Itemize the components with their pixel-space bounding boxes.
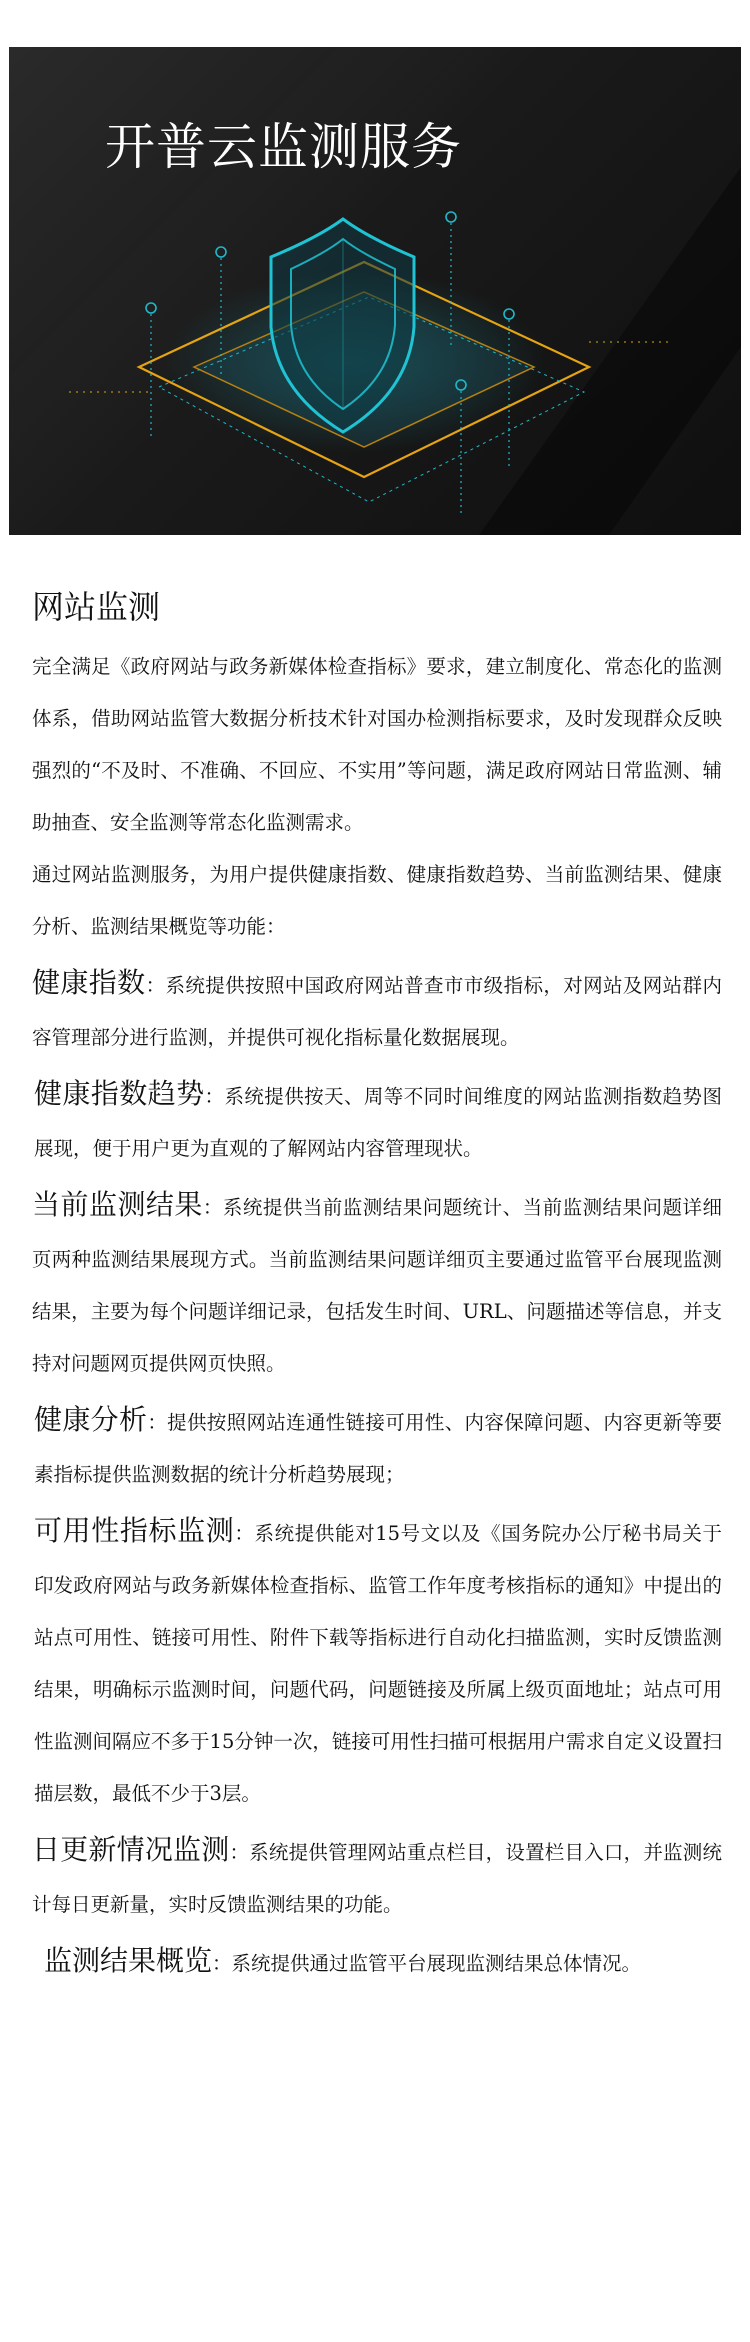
feature-item-health-trend bbox=[32, 1068, 722, 1175]
feature-item-availability bbox=[32, 1505, 722, 1820]
feature-description: 系统提供能对15号文以及《国务院办公厅秘书局关于印发政府网站与政务新媒体检查指标、监管工作年度考核指标的通知》中提出的站点可用性、链接可用性、附件下载等指标进行自动化扫描监测，实时反馈监测结果，明确标示监测时间，问题代码，问题链接及所属上级页面地址；站点可用性监测间隔应不多于15分钟一次，链接可用性扫描可根据用户需求自定义设置扫描层数，最低不少于3层。 bbox=[34, 1522, 722, 1805]
feature-description: 系统提供管理网站重点栏目，设置栏目入口，并监测统计每日更新量，实时反馈监测结果的功能。 bbox=[32, 1841, 722, 1916]
banner-title: 开普云监测服务 bbox=[105, 118, 462, 176]
feature-title: 健康指数 bbox=[32, 966, 146, 999]
section-title: 网站监测 bbox=[32, 588, 161, 626]
feature-colon: ： bbox=[229, 1841, 250, 1864]
hero-banner bbox=[9, 47, 741, 535]
feature-description: 系统提供当前监测结果问题统计、当前监测结果问题详细页两种监测结果展现方式。当前监测结果问题详细页主要通过监管平台展现监测结果，主要为每个问题详细记录，包括发生时间、URL、问题描述等信息，并支持对问题网页提供网页快照。 bbox=[32, 1196, 722, 1375]
feature-item-daily-update bbox=[32, 1824, 722, 1931]
feature-colon: ： bbox=[234, 1522, 255, 1545]
feature-colon: ： bbox=[147, 1411, 168, 1434]
feature-item-current-results bbox=[32, 1179, 722, 1390]
feature-title: 监测结果概览 bbox=[44, 1944, 213, 1977]
feature-description: 提供按照网站连通性链接可用性、内容保障问题、内容更新等要素指标提供监测数据的统计分析趋势展现； bbox=[34, 1411, 722, 1486]
feature-colon: ： bbox=[204, 1085, 225, 1108]
feature-item-health-index bbox=[32, 957, 722, 1064]
feature-title: 当前监测结果 bbox=[32, 1188, 203, 1221]
feature-description: 系统提供通过监管平台展现监测结果总体情况。 bbox=[231, 1952, 642, 1975]
feature-item-health-analysis bbox=[32, 1394, 722, 1501]
feature-title: 日更新情况监测 bbox=[32, 1833, 230, 1866]
feature-colon: ： bbox=[145, 974, 166, 997]
main-content bbox=[32, 585, 722, 1990]
intro-paragraph-1: 完全满足《政府网站与政务新媒体检查指标》要求，建立制度化、常态化的监测体系，借助网站监管大数据分析技术针对国办检测指标要求，及时发现群众反映强烈的“不及时、不准确、不回应、不实用”等问题，满足政府网站日常监测、辅助抽查、安全监测等常态化监测需求。 bbox=[32, 655, 722, 834]
feature-item-overview bbox=[32, 1935, 722, 1990]
intro-paragraph-2: 通过网站监测服务，为用户提供健康指数、健康指数趋势、当前监测结果、健康分析、监测结果概览等功能： bbox=[32, 863, 722, 938]
feature-colon: ： bbox=[202, 1196, 223, 1219]
feature-colon: ： bbox=[212, 1952, 232, 1975]
feature-title: 可用性指标监测 bbox=[34, 1514, 235, 1547]
feature-description: 系统提供按照中国政府网站普查市市级指标，对网站及网站群内容管理部分进行监测，并提供可视化指标量化数据展现。 bbox=[32, 974, 722, 1049]
feature-title: 健康指数趋势 bbox=[34, 1077, 205, 1110]
feature-description: 系统提供按天、周等不同时间维度的网站监测指数趋势图展现，便于用户更为直观的了解网站内容管理现状。 bbox=[34, 1085, 722, 1160]
feature-title: 健康分析 bbox=[34, 1403, 148, 1436]
